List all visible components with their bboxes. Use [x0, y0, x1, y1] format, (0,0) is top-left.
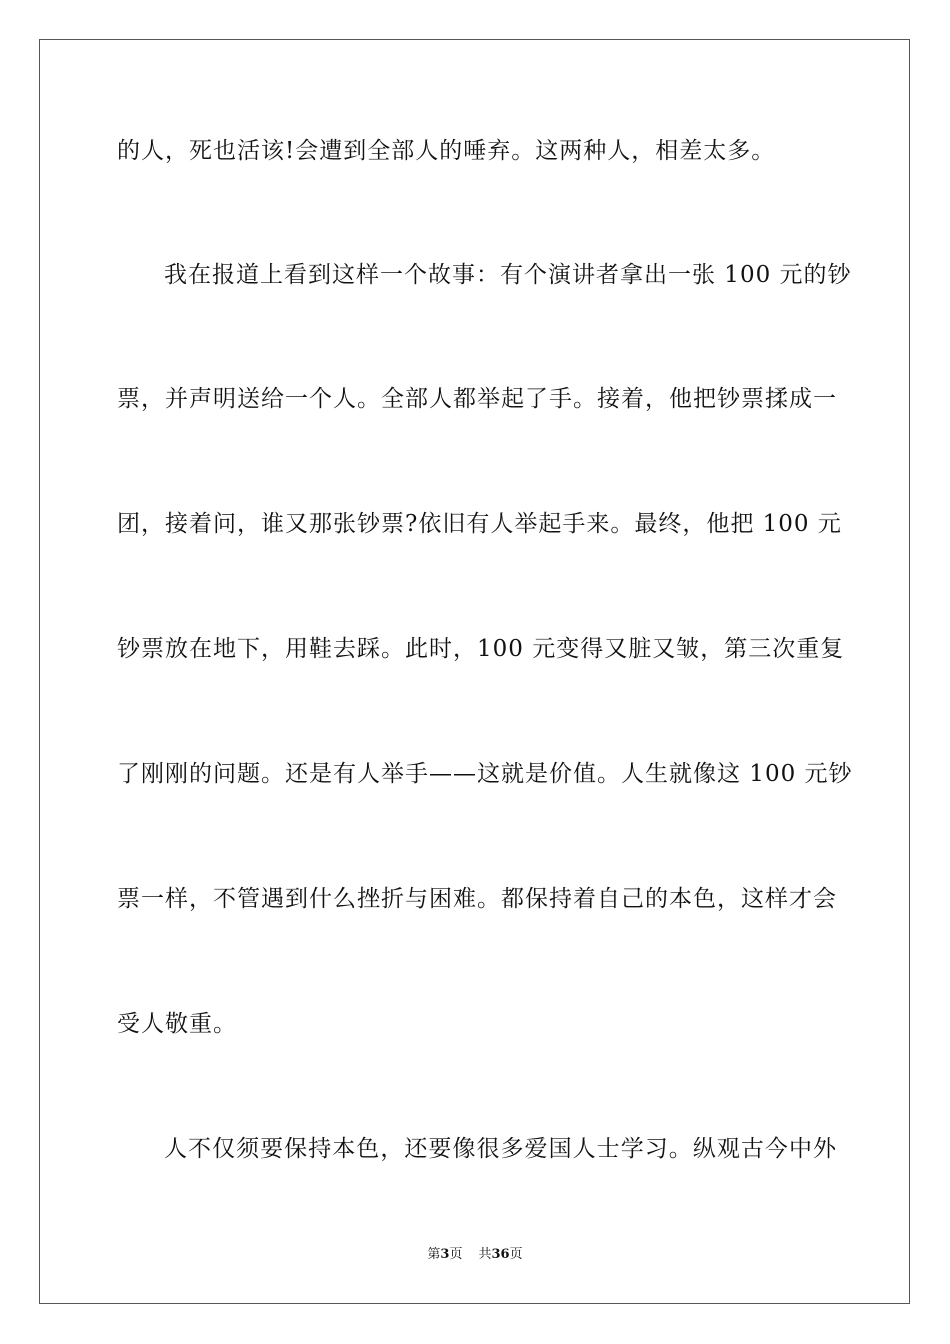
paragraph-line-6: 了刚刚的问题。还是有人举手——这就是价值。人生就像这 100 元钞 — [117, 761, 853, 787]
footer-total-prefix: 共 — [478, 1247, 492, 1262]
footer-page-prefix: 第 — [427, 1247, 441, 1262]
paragraph-line-7: 票一样，不管遇到什么挫折与困难。都保持着自己的本色，这样才会 — [117, 886, 837, 912]
paragraph-line-8: 受人敬重。 — [117, 1011, 237, 1037]
paragraph-line-3: 票，并声明送给一个人。全部人都举起了手。接着，他把钞票揉成一 — [117, 386, 837, 412]
footer-total-number: 36 — [491, 1247, 510, 1262]
paragraph-line-9: 人不仅须要保持本色，还要像很多爱国人士学习。纵观古今中外 — [164, 1136, 837, 1162]
paragraph-line-2: 我在报道上看到这样一个故事：有个演讲者拿出一张 100 元的钞 — [164, 262, 852, 288]
footer-page-number: 3 — [440, 1247, 450, 1262]
page-footer — [0, 1246, 950, 1264]
footer-total-suffix: 页 — [509, 1247, 523, 1262]
paragraph-line-1: 的人，死也活该!会遭到全部人的唾弃。这两种人，相差太多。 — [117, 138, 776, 164]
paragraph-line-4: 团，接着问，谁又那张钞票?依旧有人举起手来。最终，他把 100 元 — [117, 511, 842, 537]
paragraph-line-5: 钞票放在地下，用鞋去踩。此时，100 元变得又脏又皱，第三次重复 — [117, 636, 845, 662]
footer-page-suffix: 页 — [449, 1247, 463, 1262]
page-border — [39, 39, 910, 1304]
